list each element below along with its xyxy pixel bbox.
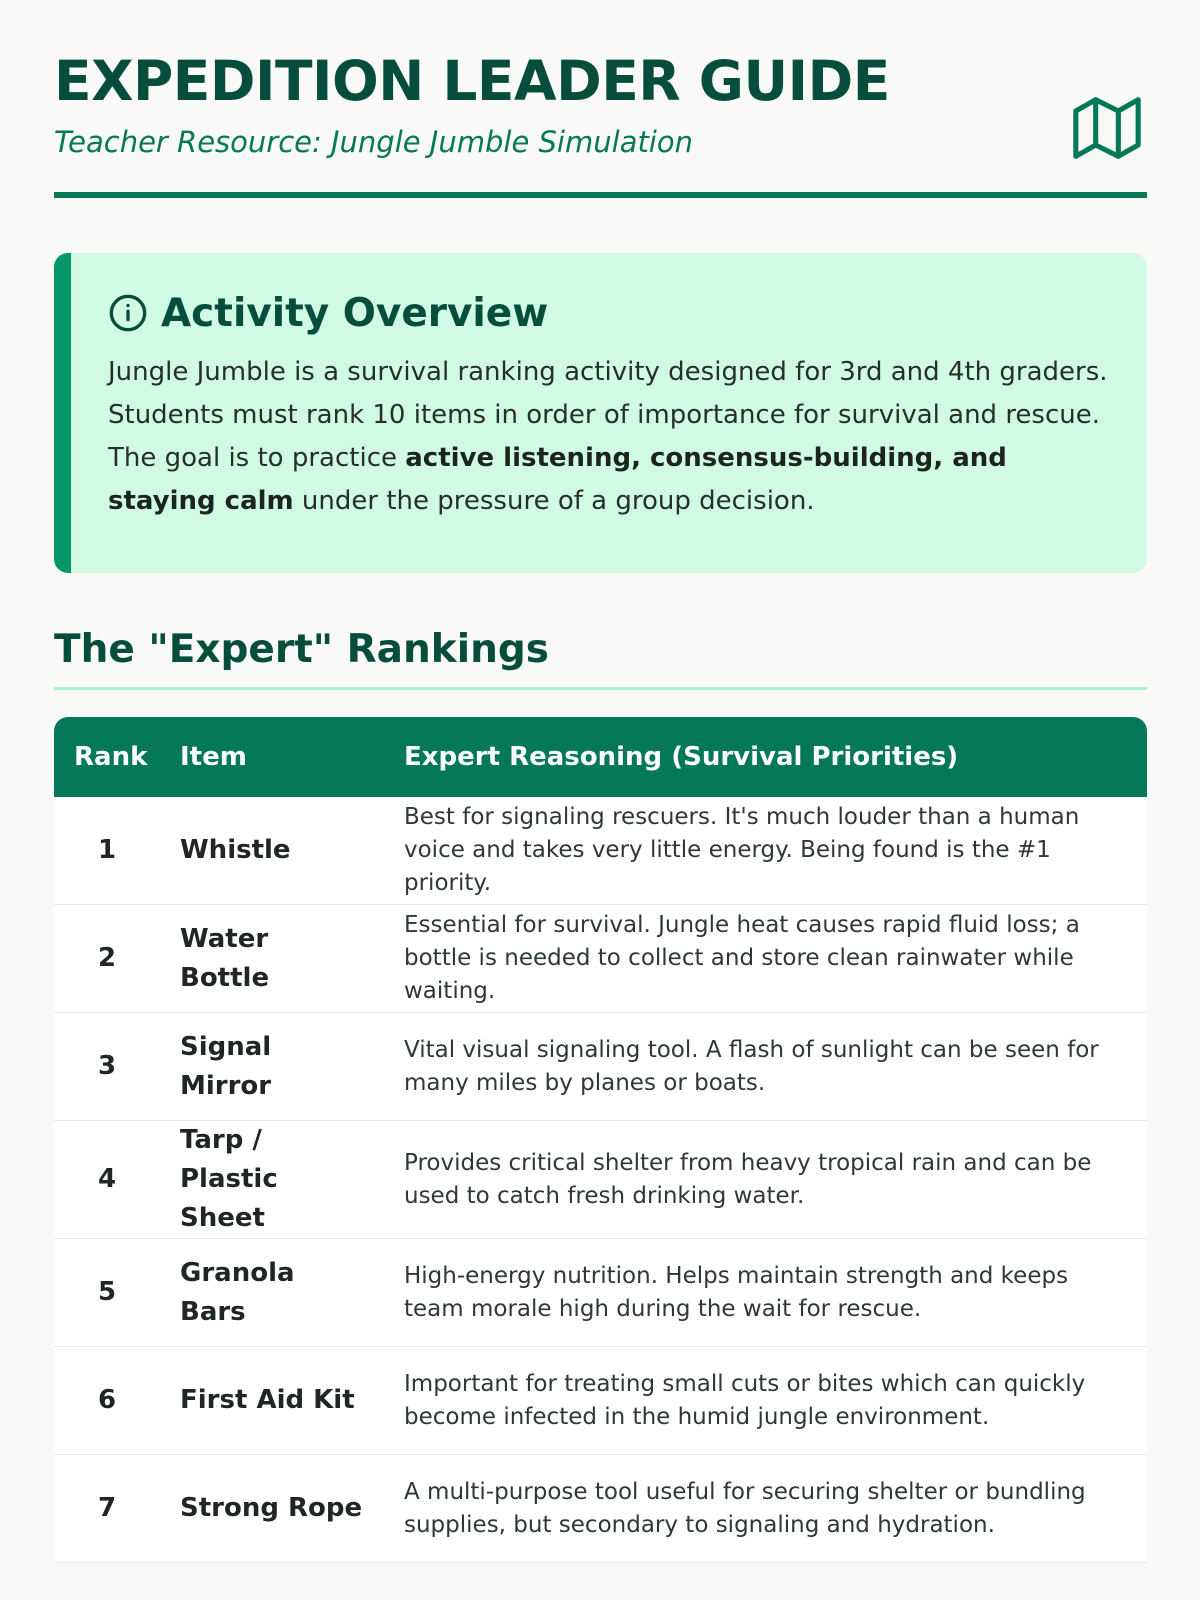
column-header-reasoning: Expert Reasoning (Survival Priorities): [404, 742, 959, 772]
item-cell: Tarp / Plastic Sheet: [180, 1125, 278, 1233]
item-cell: Signal Mirror: [180, 1031, 272, 1101]
overview-text-start: Jungle Jumble is a survival ranking activity designed for 3rd and 4th graders. Students must rank 10 items in order of importance for survival and rescue. The goal is to practice: [108, 357, 1108, 473]
reasoning-cell: Best for signaling rescuers. It's much louder than a human voice and takes very little energy. Being found is the #1 priority.: [404, 804, 1080, 896]
rank-cell: 5: [97, 1277, 117, 1307]
reasoning-cell: Vital visual signaling tool. A flash of sunlight can be seen for many miles by planes or boats.: [404, 1036, 1099, 1096]
activity-overview-callout: [54, 253, 1147, 573]
rankings-section-divider: [54, 687, 1147, 690]
guide-page: [54, 0, 1147, 1538]
reasoning-cell: A multi-purpose tool useful for securing shelter or bundling supplies, but secondary to signaling and hydration.: [404, 1478, 1086, 1538]
reasoning-cell: Important for treating small cuts or bites which can quickly become infected in the humid jungle environment.: [404, 1370, 1086, 1430]
rank-cell: 7: [97, 1493, 117, 1523]
map-icon: [1073, 94, 1141, 162]
overview-text: [108, 351, 1117, 523]
table-row: [54, 1239, 1147, 1347]
expert-rankings-table: [54, 717, 1147, 1563]
item-cell: Granola Bars: [180, 1257, 295, 1327]
table-row: [54, 797, 1147, 905]
item-cell: Water Bottle: [180, 923, 270, 993]
rank-cell: 1: [97, 835, 117, 865]
overview-text-end: under the pressure of a group decision.: [293, 486, 815, 516]
rank-cell: 3: [97, 1051, 117, 1081]
column-header-item: Item: [180, 742, 247, 772]
column-header-rank: Rank: [74, 742, 148, 772]
info-icon: [108, 293, 148, 333]
item-cell: Whistle: [180, 835, 291, 865]
page-subtitle: Teacher Resource: Jungle Jumble Simulation: [54, 125, 693, 159]
table-header-row: [54, 717, 1147, 797]
reasoning-cell: High-energy nutrition. Helps maintain strength and keeps team morale high during the wait for rescue.: [404, 1262, 1069, 1322]
rank-cell: 6: [97, 1385, 117, 1415]
overview-title: Activity Overview: [161, 290, 549, 336]
item-cell: First Aid Kit: [180, 1385, 355, 1415]
page-header: [54, 0, 1147, 200]
table-header: [54, 717, 1147, 797]
table-row: [54, 1455, 1147, 1563]
table-row: [54, 1347, 1147, 1455]
header-divider: [54, 192, 1147, 198]
table-row: [54, 1121, 1147, 1239]
overview-heading: [108, 290, 1117, 336]
overview-text-emphasis: active listening, consensus-building, and staying calm: [108, 443, 1007, 516]
page-title: EXPEDITION LEADER GUIDE: [54, 49, 890, 113]
table-body: [54, 797, 1147, 1563]
reasoning-cell: Provides critical shelter from heavy tropical rain and can be used to catch fresh drinking water.: [404, 1149, 1092, 1209]
table-row: [54, 905, 1147, 1013]
reasoning-cell: Essential for survival. Jungle heat causes rapid fluid loss; a bottle is needed to collect and store clean rainwater while waiting.: [404, 912, 1080, 1004]
item-cell: Strong Rope: [180, 1493, 363, 1523]
rank-cell: 4: [97, 1164, 117, 1194]
table-row: [54, 1013, 1147, 1121]
rank-cell: 2: [97, 943, 117, 973]
rankings-section-title: The "Expert" Rankings: [54, 627, 549, 672]
